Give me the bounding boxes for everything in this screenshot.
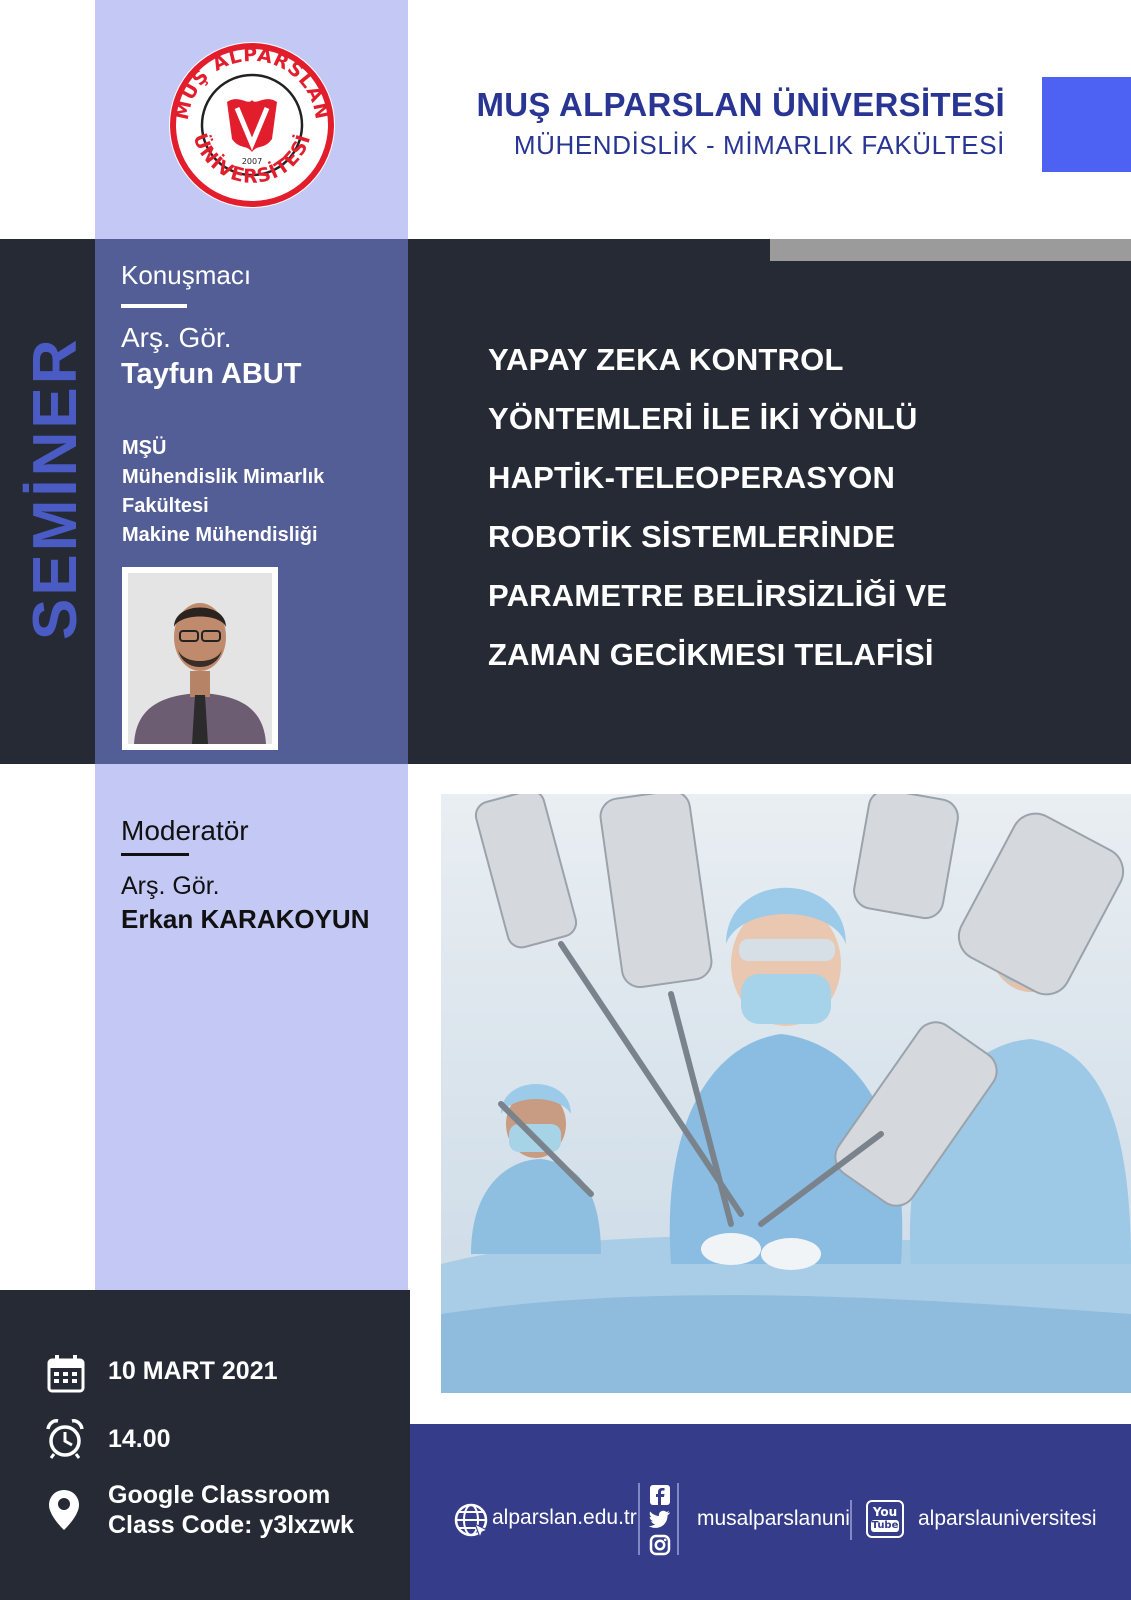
alarm-clock-icon xyxy=(45,1419,85,1459)
youtube-icon[interactable] xyxy=(866,1500,904,1538)
location-pin-icon xyxy=(48,1489,80,1531)
speaker-name: Tayfun ABUT xyxy=(121,358,302,390)
instagram-icon[interactable] xyxy=(649,1534,671,1556)
location-class-code: Class Code: y3lxzwk xyxy=(108,1511,354,1539)
affiliation-line: MŞÜ xyxy=(122,437,167,459)
event-time: 14.00 xyxy=(108,1425,171,1453)
logo-top-text: MUŞ ALPARSLAN xyxy=(170,43,334,122)
youtube-badge-top: You xyxy=(872,1505,898,1519)
grey-accent-strip xyxy=(770,239,1131,261)
logo-year: 2007 xyxy=(241,157,263,166)
calendar-icon xyxy=(46,1354,86,1394)
facebook-icon[interactable] xyxy=(649,1484,671,1506)
moderator-title: Arş. Gör. xyxy=(121,872,220,900)
university-logo xyxy=(164,40,340,210)
footer-divider xyxy=(638,1483,640,1555)
seminar-title-line: PARAMETRE BELİRSİZLİĞİ VE xyxy=(488,578,948,613)
faculty-name: MÜHENDİSLİK - MİMARLIK FAKÜLTESİ xyxy=(513,130,1005,160)
website-link[interactable]: alparslan.edu.tr xyxy=(492,1506,637,1529)
youtube-badge-bottom: Tube xyxy=(871,1520,899,1531)
social-handle[interactable]: musalparslanuni xyxy=(697,1507,850,1530)
seminar-title-line: ROBOTİK SİSTEMLERİNDE xyxy=(488,519,896,554)
affiliation-line: Mühendislik Mimarlık xyxy=(122,466,325,488)
youtube-handle[interactable]: alparslauniversitesi xyxy=(918,1507,1097,1530)
footer-divider xyxy=(677,1483,679,1555)
logo-bottom-text: ÜNİVERSİTESİ xyxy=(188,130,316,188)
moderator-name: Erkan KARAKOYUN xyxy=(121,904,370,934)
accent-square xyxy=(1042,77,1131,172)
seminar-title-line: YÖNTEMLERİ İLE İKİ YÖNLÜ xyxy=(488,401,918,436)
university-name: MUŞ ALPARSLAN ÜNİVERSİTESİ xyxy=(476,86,1005,123)
seminar-title xyxy=(488,330,1108,684)
event-location xyxy=(108,1480,354,1540)
speaker-photo xyxy=(122,567,278,750)
speaker-role-label: Konuşmacı xyxy=(121,260,252,290)
affiliation-line: Makine Mühendisliği xyxy=(122,524,318,546)
globe-icon xyxy=(453,1502,489,1538)
seminar-title-line: ZAMAN GECİKMESI TELAFİSİ xyxy=(488,637,934,672)
speaker-role-underline xyxy=(121,304,187,308)
seminar-title-line: HAPTİK-TELEOPERASYON xyxy=(488,460,896,495)
moderator-role-underline xyxy=(121,853,189,856)
robotic-surgery-photo xyxy=(441,794,1131,1393)
moderator-role-label: Moderatör xyxy=(121,815,249,846)
event-date: 10 MART 2021 xyxy=(108,1357,278,1385)
speaker-affiliation xyxy=(122,434,324,550)
speaker-title: Arş. Gör. xyxy=(121,322,232,353)
footer-divider xyxy=(850,1500,852,1540)
location-platform: Google Classroom xyxy=(108,1481,331,1509)
twitter-icon[interactable] xyxy=(649,1510,671,1530)
affiliation-line: Fakültesi xyxy=(122,495,209,517)
event-type-label: SEMİNER xyxy=(21,336,90,640)
seminar-title-line: YAPAY ZEKA KONTROL xyxy=(488,342,844,377)
